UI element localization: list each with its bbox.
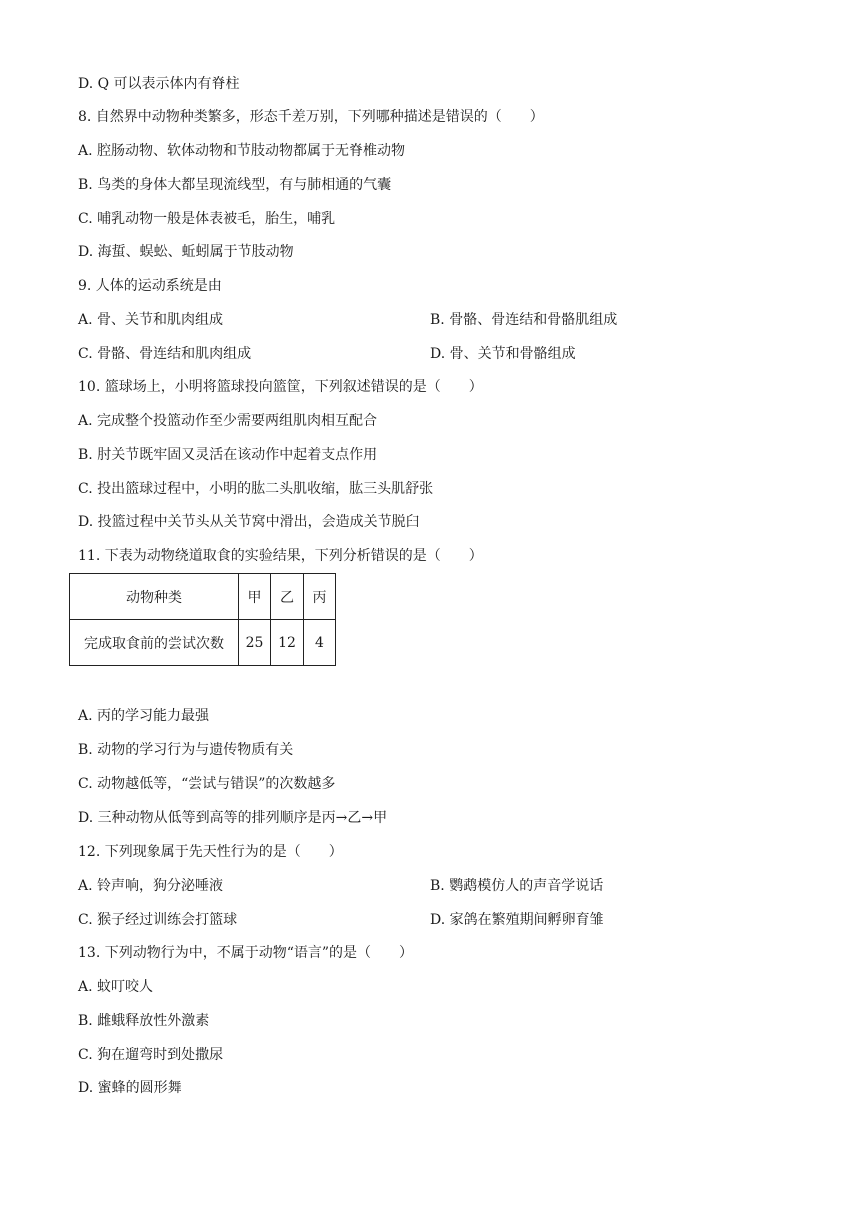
q10-option-b: B. 肘关节既牢固又灵活在该动作中起着支点作用 — [78, 447, 378, 463]
q10-option-a: A. 完成整个投篮动作至少需要两组肌肉相互配合 — [78, 413, 378, 429]
q11-option-a: A. 丙的学习能力最强 — [78, 708, 210, 724]
q8-option-a: A. 腔肠动物、软体动物和节肢动物都属于无脊椎动物 — [78, 143, 406, 159]
q11-option-d: D. 三种动物从低等到高等的排列顺序是丙→乙→甲 — [78, 810, 388, 826]
q9-option-a: A. 骨、关节和肌肉组成 — [78, 312, 224, 328]
q12-option-a: A. 铃声响，狗分泌唾液 — [78, 878, 224, 894]
table-row — [70, 620, 336, 666]
table-cell: 甲 — [239, 574, 271, 620]
q11-option-b: B. 动物的学习行为与遗传物质有关 — [78, 742, 294, 758]
q10-stem: 10. 篮球场上，小明将篮球投向篮筐，下列叙述错误的是（ ） — [78, 379, 483, 395]
q12-option-d: D. 家鸽在繁殖期间孵卵育雏 — [430, 912, 604, 928]
table-cell: 丙 — [304, 574, 336, 620]
table-cell: 动物种类 — [70, 574, 239, 620]
q8-stem: 8. 自然界中动物种类繁多，形态千差万别，下列哪种描述是错误的（ ） — [78, 109, 544, 125]
q9-stem: 9. 人体的运动系统是由 — [78, 278, 222, 294]
table-cell: 完成取食前的尝试次数 — [70, 620, 239, 666]
q11-stem: 11. 下表为动物绕道取食的实验结果，下列分析错误的是（ ） — [78, 548, 483, 564]
q13-option-d: D. 蜜蜂的圆形舞 — [78, 1080, 182, 1096]
q9-option-c: C. 骨骼、骨连结和肌肉组成 — [78, 346, 252, 362]
table-cell: 12 — [271, 620, 304, 666]
q11-results-table — [69, 573, 336, 666]
q8-option-c: C. 哺乳动物一般是体表被毛，胎生，哺乳 — [78, 211, 336, 227]
q13-option-a: A. 蚊叮咬人 — [78, 979, 154, 995]
q8-option-d: D. 海蜇、蜈蚣、蚯蚓属于节肢动物 — [78, 244, 294, 260]
table-cell: 25 — [239, 620, 271, 666]
table-header-row — [70, 574, 336, 620]
q10-option-c: C. 投出篮球过程中，小明的肱二头肌收缩，肱三头肌舒张 — [78, 481, 434, 497]
q13-stem: 13. 下列动物行为中，不属于动物“语言”的是（ ） — [78, 945, 414, 961]
q11-option-c: C. 动物越低等，“尝试与错误”的次数越多 — [78, 776, 336, 792]
q12-stem: 12. 下列现象属于先天性行为的是（ ） — [78, 844, 343, 860]
q13-option-c: C. 狗在遛弯时到处撒尿 — [78, 1047, 224, 1063]
q9-option-d: D. 骨、关节和骨骼组成 — [430, 346, 576, 362]
q8-option-b: B. 鸟类的身体大都呈现流线型，有与肺相通的气囊 — [78, 177, 392, 193]
q10-option-d: D. 投篮过程中关节头从关节窝中滑出，会造成关节脱臼 — [78, 514, 420, 530]
q13-option-b: B. 雌蛾释放性外激素 — [78, 1013, 210, 1029]
q12-option-b: B. 鹦鹉模仿人的声音学说话 — [430, 878, 604, 894]
q7-option-d: D. Q 可以表示体内有脊柱 — [78, 76, 240, 92]
table-cell: 4 — [304, 620, 336, 666]
q12-option-c: C. 猴子经过训练会打篮球 — [78, 912, 238, 928]
q9-option-b: B. 骨骼、骨连结和骨骼肌组成 — [430, 312, 618, 328]
table-cell: 乙 — [271, 574, 304, 620]
